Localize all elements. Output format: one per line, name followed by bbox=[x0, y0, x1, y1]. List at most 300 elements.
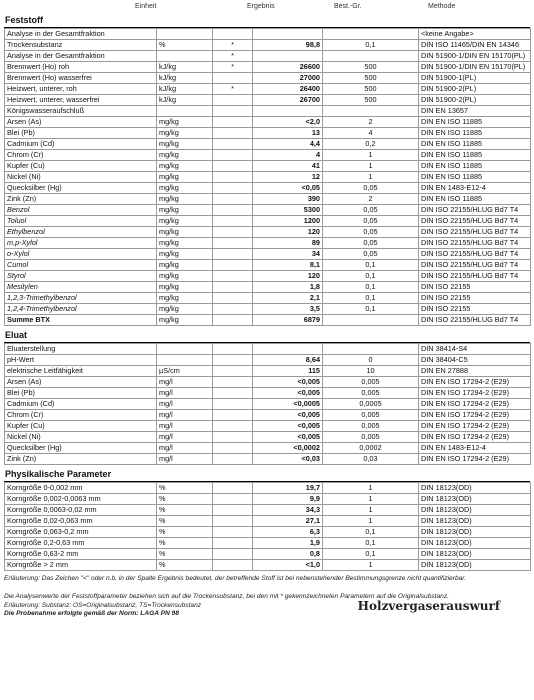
report-page bbox=[4, 2, 530, 619]
note-substance: Erläuterung: Substanz: OS=Originalsubstanz, TS=Trockensubstanz bbox=[4, 601, 202, 609]
method-cell: DIN ISO 22155/HLUG Bd7 T4 bbox=[419, 216, 531, 227]
result-cell: 27000 bbox=[253, 73, 323, 84]
limit-cell: 1 bbox=[323, 516, 419, 527]
marker-cell bbox=[213, 139, 253, 150]
marker-cell bbox=[213, 432, 253, 443]
limit-cell: 1 bbox=[323, 483, 419, 494]
unit-cell: mg/kg bbox=[157, 315, 213, 326]
limit-cell: 1 bbox=[323, 150, 419, 161]
result-cell: <2,0 bbox=[253, 117, 323, 128]
table-row bbox=[5, 355, 531, 366]
unit-cell: mg/l bbox=[157, 388, 213, 399]
section-title-feststoff: Feststoff bbox=[4, 14, 530, 28]
result-cell: <0,005 bbox=[253, 432, 323, 443]
result-cell: <1,0 bbox=[253, 560, 323, 571]
marker-cell bbox=[213, 494, 253, 505]
marker-cell bbox=[213, 95, 253, 106]
unit-cell: mg/l bbox=[157, 399, 213, 410]
limit-cell: 0,005 bbox=[323, 432, 419, 443]
parameter-cell: Korngröße 0,2-0,63 mm bbox=[5, 538, 157, 549]
feststoff-table bbox=[4, 28, 531, 326]
method-cell: DIN EN ISO 17294-2 (E29) bbox=[419, 432, 531, 443]
unit-cell: mg/l bbox=[157, 454, 213, 465]
unit-cell: mg/kg bbox=[157, 293, 213, 304]
table-row bbox=[5, 183, 531, 194]
method-cell: DIN 18123(OD) bbox=[419, 549, 531, 560]
result-cell: 120 bbox=[253, 271, 323, 282]
section-title-eluat: Eluat bbox=[4, 329, 530, 343]
table-row bbox=[5, 29, 531, 40]
parameter-cell: 1,2,4-Trimethylbenzol bbox=[5, 304, 157, 315]
unit-cell: mg/l bbox=[157, 410, 213, 421]
unit-cell: % bbox=[157, 40, 213, 51]
limit-cell: 500 bbox=[323, 95, 419, 106]
table-row bbox=[5, 315, 531, 326]
result-cell: 5300 bbox=[253, 205, 323, 216]
method-cell: DIN ISO 22155/HLUG Bd7 T4 bbox=[419, 260, 531, 271]
table-row bbox=[5, 483, 531, 494]
table-row bbox=[5, 271, 531, 282]
limit-cell: 0,05 bbox=[323, 227, 419, 238]
marker-cell bbox=[213, 304, 253, 315]
result-cell: 34,3 bbox=[253, 505, 323, 516]
limit-cell: 0,05 bbox=[323, 216, 419, 227]
marker-cell bbox=[213, 117, 253, 128]
limit-cell: 4 bbox=[323, 128, 419, 139]
marker-cell bbox=[213, 377, 253, 388]
method-cell: DIN EN ISO 11885 bbox=[419, 128, 531, 139]
header-einheit: Einheit bbox=[135, 3, 157, 10]
result-cell: 4 bbox=[253, 150, 323, 161]
marker-cell bbox=[213, 527, 253, 538]
parameter-cell: o-Xylol bbox=[5, 249, 157, 260]
table-row bbox=[5, 527, 531, 538]
marker-cell bbox=[213, 399, 253, 410]
parameter-cell: Analyse in der Gesamtfraktion bbox=[5, 29, 157, 40]
limit-cell: 0,1 bbox=[323, 304, 419, 315]
marker-cell bbox=[213, 260, 253, 271]
parameter-cell: Brennwert (Ho) roh bbox=[5, 62, 157, 73]
parameter-cell: Blei (Pb) bbox=[5, 388, 157, 399]
marker-cell: * bbox=[213, 62, 253, 73]
marker-cell bbox=[213, 128, 253, 139]
parameter-cell: Brennwert (Ho) wasserfrei bbox=[5, 73, 157, 84]
limit-cell: 0,005 bbox=[323, 377, 419, 388]
table-row bbox=[5, 194, 531, 205]
result-cell: <0,05 bbox=[253, 183, 323, 194]
unit-cell: mg/kg bbox=[157, 139, 213, 150]
limit-cell bbox=[323, 106, 419, 117]
marker-cell: * bbox=[213, 84, 253, 95]
parameter-cell: Korngröße 0,63-2 mm bbox=[5, 549, 157, 560]
table-row bbox=[5, 260, 531, 271]
result-cell bbox=[253, 29, 323, 40]
limit-cell: 1 bbox=[323, 161, 419, 172]
method-cell: DIN EN ISO 11885 bbox=[419, 139, 531, 150]
unit-cell: mg/kg bbox=[157, 216, 213, 227]
parameter-cell: Mesitylen bbox=[5, 282, 157, 293]
result-cell: 34 bbox=[253, 249, 323, 260]
parameter-cell: Kupfer (Cu) bbox=[5, 421, 157, 432]
method-cell: DIN EN 1483-E12-4 bbox=[419, 443, 531, 454]
table-row bbox=[5, 410, 531, 421]
limit-cell: 0,1 bbox=[323, 527, 419, 538]
marker-cell bbox=[213, 516, 253, 527]
unit-cell: mg/kg bbox=[157, 194, 213, 205]
table-row bbox=[5, 377, 531, 388]
limit-cell: 0,05 bbox=[323, 238, 419, 249]
limit-cell: 1 bbox=[323, 172, 419, 183]
result-cell: 1,8 bbox=[253, 282, 323, 293]
limit-cell: 10 bbox=[323, 366, 419, 377]
method-cell: DIN 18123(OD) bbox=[419, 538, 531, 549]
result-cell: <0,005 bbox=[253, 377, 323, 388]
limit-cell: 1 bbox=[323, 505, 419, 516]
parameter-cell: Analyse in der Gesamtfraktion bbox=[5, 51, 157, 62]
marker-cell bbox=[213, 505, 253, 516]
table-row bbox=[5, 505, 531, 516]
parameter-cell: Quecksilber (Hg) bbox=[5, 183, 157, 194]
method-cell: DIN 18123(OD) bbox=[419, 527, 531, 538]
parameter-cell: elektrische Leitfähigkeit bbox=[5, 366, 157, 377]
limit-cell: 500 bbox=[323, 62, 419, 73]
result-cell: 9,9 bbox=[253, 494, 323, 505]
section-title-physik: Physikalische Parameter bbox=[4, 468, 530, 482]
table-row bbox=[5, 432, 531, 443]
unit-cell bbox=[157, 29, 213, 40]
method-cell: DIN ISO 22155/HLUG Bd7 T4 bbox=[419, 271, 531, 282]
method-cell: DIN 18123(OD) bbox=[419, 494, 531, 505]
limit-cell: 0 bbox=[323, 355, 419, 366]
parameter-cell: Arsen (As) bbox=[5, 377, 157, 388]
parameter-cell: Benzol bbox=[5, 205, 157, 216]
limit-cell: 0,2 bbox=[323, 139, 419, 150]
table-row bbox=[5, 51, 531, 62]
marker-cell bbox=[213, 172, 253, 183]
parameter-cell: Trockensubstanz bbox=[5, 40, 157, 51]
parameter-cell: Korngröße 0,02-0,063 mm bbox=[5, 516, 157, 527]
parameter-cell: Cadmium (Cd) bbox=[5, 399, 157, 410]
unit-cell: mg/kg bbox=[157, 260, 213, 271]
table-row bbox=[5, 73, 531, 84]
parameter-cell: pH-Wert bbox=[5, 355, 157, 366]
method-cell: DIN ISO 22155 bbox=[419, 304, 531, 315]
table-row bbox=[5, 117, 531, 128]
marker-cell bbox=[213, 205, 253, 216]
table-row bbox=[5, 62, 531, 73]
method-cell: DIN 18123(OD) bbox=[419, 483, 531, 494]
parameter-cell: Eluaterstellung bbox=[5, 344, 157, 355]
result-cell: <0,005 bbox=[253, 410, 323, 421]
marker-cell bbox=[213, 106, 253, 117]
result-cell: 6,3 bbox=[253, 527, 323, 538]
method-cell: DIN EN ISO 11885 bbox=[419, 150, 531, 161]
table-row bbox=[5, 388, 531, 399]
marker-cell bbox=[213, 216, 253, 227]
limit-cell: 2 bbox=[323, 117, 419, 128]
unit-cell: mg/kg bbox=[157, 249, 213, 260]
result-cell bbox=[253, 106, 323, 117]
unit-cell: % bbox=[157, 516, 213, 527]
limit-cell bbox=[323, 29, 419, 40]
result-cell: 8,64 bbox=[253, 355, 323, 366]
unit-cell: % bbox=[157, 549, 213, 560]
unit-cell: mg/l bbox=[157, 432, 213, 443]
method-cell: DIN ISO 22155/HLUG Bd7 T4 bbox=[419, 238, 531, 249]
method-cell: DIN ISO 22155/HLUG Bd7 T4 bbox=[419, 205, 531, 216]
table-row bbox=[5, 399, 531, 410]
result-cell: <0,005 bbox=[253, 421, 323, 432]
unit-cell: kJ/kg bbox=[157, 62, 213, 73]
table-row bbox=[5, 304, 531, 315]
parameter-cell: Heizwert, unterer, wasserfrei bbox=[5, 95, 157, 106]
marker-cell bbox=[213, 282, 253, 293]
method-cell: DIN EN ISO 17294-2 (E29) bbox=[419, 410, 531, 421]
marker-cell bbox=[213, 150, 253, 161]
table-row bbox=[5, 216, 531, 227]
table-row bbox=[5, 293, 531, 304]
header-best-gr: Best.-Gr. bbox=[334, 3, 362, 10]
result-cell: 26400 bbox=[253, 84, 323, 95]
marker-cell: * bbox=[213, 40, 253, 51]
marker-cell bbox=[213, 549, 253, 560]
limit-cell: 1 bbox=[323, 494, 419, 505]
result-cell: 3,5 bbox=[253, 304, 323, 315]
limit-cell: 0,005 bbox=[323, 421, 419, 432]
method-cell: DIN ISO 22155 bbox=[419, 293, 531, 304]
unit-cell: mg/kg bbox=[157, 161, 213, 172]
method-cell: DIN EN ISO 11885 bbox=[419, 172, 531, 183]
parameter-cell: Korngröße 0,0063-0,02 mm bbox=[5, 505, 157, 516]
parameter-cell: Ethylbenzol bbox=[5, 227, 157, 238]
table-row bbox=[5, 139, 531, 150]
table-row bbox=[5, 150, 531, 161]
unit-cell bbox=[157, 344, 213, 355]
unit-cell: mg/kg bbox=[157, 172, 213, 183]
limit-cell bbox=[323, 51, 419, 62]
method-cell: DIN 51900-2(PL) bbox=[419, 95, 531, 106]
method-cell: DIN EN ISO 17294-2 (E29) bbox=[419, 454, 531, 465]
unit-cell bbox=[157, 106, 213, 117]
parameter-cell: Korngröße 0,063-0,2 mm bbox=[5, 527, 157, 538]
unit-cell: % bbox=[157, 538, 213, 549]
parameter-cell: m,p-Xylol bbox=[5, 238, 157, 249]
note-sampling-text: Die Probenahme erfolgte gemäß der Norm: LAGA PN 98 bbox=[4, 610, 179, 618]
unit-cell: kJ/kg bbox=[157, 73, 213, 84]
parameter-cell: Korngröße 0-0,002 mm bbox=[5, 483, 157, 494]
parameter-cell: Königswasseraufschluß bbox=[5, 106, 157, 117]
marker-cell bbox=[213, 344, 253, 355]
table-row bbox=[5, 454, 531, 465]
method-cell: DIN ISO 22155/HLUG Bd7 T4 bbox=[419, 249, 531, 260]
header-methode: Methode bbox=[428, 3, 456, 10]
limit-cell: 0,05 bbox=[323, 183, 419, 194]
notes-block bbox=[4, 575, 530, 619]
result-cell: 6879 bbox=[253, 315, 323, 326]
marker-cell bbox=[213, 388, 253, 399]
parameter-cell: Quecksilber (Hg) bbox=[5, 443, 157, 454]
limit-cell bbox=[323, 344, 419, 355]
method-cell: DIN 18123(OD) bbox=[419, 560, 531, 571]
unit-cell: mg/kg bbox=[157, 150, 213, 161]
result-cell: 26600 bbox=[253, 62, 323, 73]
limit-cell: 0,05 bbox=[323, 249, 419, 260]
parameter-cell: Toluol bbox=[5, 216, 157, 227]
unit-cell: mg/kg bbox=[157, 304, 213, 315]
method-cell: DIN EN 1483-E12-4 bbox=[419, 183, 531, 194]
parameter-cell: Chrom (Cr) bbox=[5, 150, 157, 161]
marker-cell bbox=[213, 73, 253, 84]
method-cell: DIN 51900-1/DIN EN 15170(PL) bbox=[419, 62, 531, 73]
limit-cell: 0,03 bbox=[323, 454, 419, 465]
parameter-cell: Zink (Zn) bbox=[5, 194, 157, 205]
result-cell: 4,4 bbox=[253, 139, 323, 150]
table-row bbox=[5, 227, 531, 238]
result-cell: 8,1 bbox=[253, 260, 323, 271]
parameter-cell: Cadmium (Cd) bbox=[5, 139, 157, 150]
method-cell: DIN 51900-2(PL) bbox=[419, 84, 531, 95]
marker-cell bbox=[213, 194, 253, 205]
parameter-cell: Korngröße 0,002-0,0063 mm bbox=[5, 494, 157, 505]
result-cell: 27,1 bbox=[253, 516, 323, 527]
unit-cell: % bbox=[157, 527, 213, 538]
marker-cell: * bbox=[213, 51, 253, 62]
table-row bbox=[5, 84, 531, 95]
result-cell: 26700 bbox=[253, 95, 323, 106]
method-cell: DIN EN 27888 bbox=[419, 366, 531, 377]
marker-cell bbox=[213, 538, 253, 549]
parameter-cell: Heizwert, unterer, roh bbox=[5, 84, 157, 95]
unit-cell: mg/l bbox=[157, 421, 213, 432]
table-row bbox=[5, 238, 531, 249]
marker-cell bbox=[213, 227, 253, 238]
parameter-cell: 1,2,3-Trimethylbenzol bbox=[5, 293, 157, 304]
limit-cell: 1 bbox=[323, 560, 419, 571]
header-ergebnis: Ergebnis bbox=[247, 3, 275, 10]
result-cell: 1,9 bbox=[253, 538, 323, 549]
unit-cell: kJ/kg bbox=[157, 84, 213, 95]
method-cell: DIN EN 13657 bbox=[419, 106, 531, 117]
unit-cell: % bbox=[157, 483, 213, 494]
unit-cell: mg/kg bbox=[157, 271, 213, 282]
table-row bbox=[5, 443, 531, 454]
limit-cell: 0,0005 bbox=[323, 399, 419, 410]
method-cell: DIN 18123(OD) bbox=[419, 505, 531, 516]
marker-cell bbox=[213, 315, 253, 326]
limit-cell: 0,1 bbox=[323, 538, 419, 549]
result-cell bbox=[253, 344, 323, 355]
limit-cell bbox=[323, 315, 419, 326]
method-cell: DIN 18123(OD) bbox=[419, 516, 531, 527]
result-cell: 98,8 bbox=[253, 40, 323, 51]
marker-cell bbox=[213, 355, 253, 366]
method-cell: DIN ISO 22155/HLUG Bd7 T4 bbox=[419, 227, 531, 238]
unit-cell: µS/cm bbox=[157, 366, 213, 377]
result-cell: 89 bbox=[253, 238, 323, 249]
unit-cell: mg/l bbox=[157, 443, 213, 454]
limit-cell: 0,005 bbox=[323, 410, 419, 421]
marker-cell bbox=[213, 366, 253, 377]
method-cell: DIN 38414-S4 bbox=[419, 344, 531, 355]
marker-cell bbox=[213, 560, 253, 571]
marker-cell bbox=[213, 421, 253, 432]
limit-cell: 2 bbox=[323, 194, 419, 205]
unit-cell: mg/kg bbox=[157, 238, 213, 249]
table-row bbox=[5, 282, 531, 293]
parameter-cell: Chrom (Cr) bbox=[5, 410, 157, 421]
method-cell: DIN EN ISO 11885 bbox=[419, 117, 531, 128]
table-row bbox=[5, 494, 531, 505]
parameter-cell: Arsen (As) bbox=[5, 117, 157, 128]
column-header-row bbox=[4, 2, 530, 14]
limit-cell: 0,05 bbox=[323, 205, 419, 216]
parameter-cell: Summe BTX bbox=[5, 315, 157, 326]
table-row bbox=[5, 128, 531, 139]
unit-cell: % bbox=[157, 560, 213, 571]
result-cell: 1200 bbox=[253, 216, 323, 227]
parameter-cell: Cumol bbox=[5, 260, 157, 271]
marker-cell bbox=[213, 29, 253, 40]
method-cell: DIN EN ISO 17294-2 (E29) bbox=[419, 421, 531, 432]
marker-cell bbox=[213, 238, 253, 249]
result-cell: 0,8 bbox=[253, 549, 323, 560]
table-row bbox=[5, 40, 531, 51]
note-analysis: Die Analysenwerte der Feststoffparameter beziehen sich auf die Trockensubstanz, bei den mit * gekennzeichneten Parametern auf die Originalsubstanz. bbox=[4, 593, 449, 601]
result-cell: 41 bbox=[253, 161, 323, 172]
parameter-cell: Korngröße > 2 mm bbox=[5, 560, 157, 571]
method-cell: DIN 38404-C5 bbox=[419, 355, 531, 366]
parameter-cell: Zink (Zn) bbox=[5, 454, 157, 465]
unit-cell: mg/kg bbox=[157, 183, 213, 194]
marker-cell bbox=[213, 454, 253, 465]
result-cell: <0,005 bbox=[253, 388, 323, 399]
table-row bbox=[5, 95, 531, 106]
table-row bbox=[5, 249, 531, 260]
method-cell: DIN EN ISO 11885 bbox=[419, 194, 531, 205]
parameter-cell: Nickel (Ni) bbox=[5, 172, 157, 183]
method-cell: DIN 51900-1/DIN EN 15170(PL) bbox=[419, 51, 531, 62]
method-cell: DIN ISO 11465/DIN EN 14346 bbox=[419, 40, 531, 51]
marker-cell bbox=[213, 483, 253, 494]
marker-cell bbox=[213, 161, 253, 172]
method-cell: DIN ISO 22155 bbox=[419, 282, 531, 293]
limit-cell: 0,1 bbox=[323, 260, 419, 271]
result-cell: 13 bbox=[253, 128, 323, 139]
marker-cell bbox=[213, 410, 253, 421]
unit-cell: mg/kg bbox=[157, 128, 213, 139]
method-cell: DIN 51900-1(PL) bbox=[419, 73, 531, 84]
table-row bbox=[5, 421, 531, 432]
table-row bbox=[5, 560, 531, 571]
result-cell: 12 bbox=[253, 172, 323, 183]
limit-cell: 0,1 bbox=[323, 282, 419, 293]
parameter-cell: Kupfer (Cu) bbox=[5, 161, 157, 172]
physik-table bbox=[4, 482, 531, 571]
result-cell: 120 bbox=[253, 227, 323, 238]
unit-cell bbox=[157, 51, 213, 62]
parameter-cell: Styrol bbox=[5, 271, 157, 282]
eluat-table bbox=[4, 343, 531, 465]
result-cell: <0,0005 bbox=[253, 399, 323, 410]
limit-cell: 0,1 bbox=[323, 40, 419, 51]
unit-cell bbox=[157, 355, 213, 366]
limit-cell: 500 bbox=[323, 84, 419, 95]
method-cell: DIN EN ISO 17294-2 (E29) bbox=[419, 388, 531, 399]
table-row bbox=[5, 172, 531, 183]
result-cell: 390 bbox=[253, 194, 323, 205]
table-row bbox=[5, 344, 531, 355]
note-explanation: Erläuterung: Das Zeichen "<" oder n.b. in der Spalte Ergebnis bedeutet, der betreffende Stoff ist bei nebenstehender Bestimmungsgrenze nicht quantifizierbar. bbox=[4, 575, 467, 582]
